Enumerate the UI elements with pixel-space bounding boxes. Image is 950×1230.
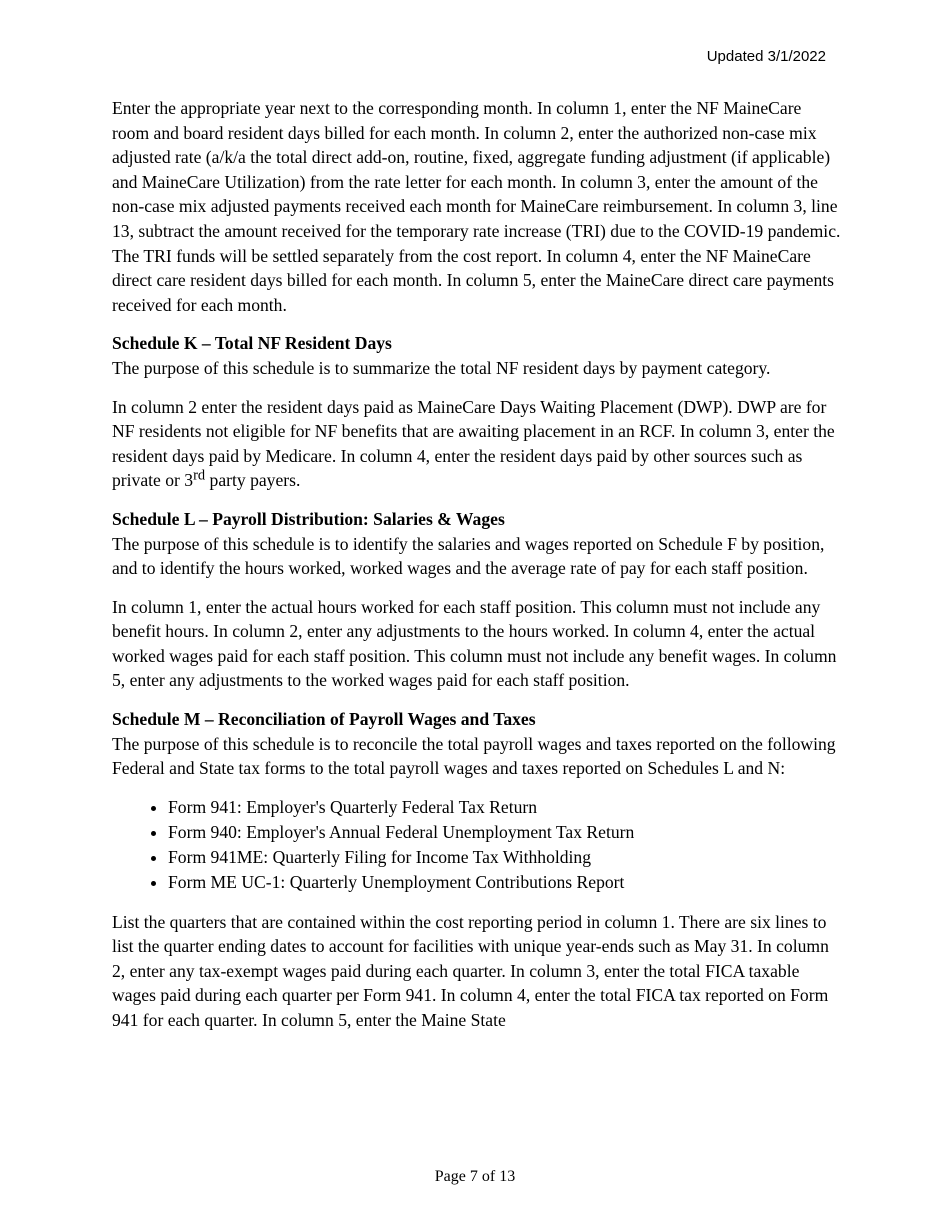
- list-item: • Form ME UC-1: Quarterly Unemployment Contributions Report: [168, 870, 842, 895]
- tax-form-list: [112, 795, 842, 896]
- document-body: [112, 96, 842, 1047]
- schedule-l-heading: Schedule L – Payroll Distribution: Salaries & Wages: [112, 508, 505, 529]
- list-item: • Form 940: Employer's Annual Federal Unemployment Tax Return: [168, 820, 842, 845]
- schedule-m-section: [112, 707, 842, 781]
- schedule-l-instructions: In column 1, enter the actual hours worked for each staff position. This column must not include any benefit hours. In column 2, enter any adjustments to the hours worked. In column 4, enter the actual worked wages paid for each staff position. This column must not include any benefit wages. In column 5, enter any adjustments to the worked wages paid for each staff position.: [112, 596, 837, 691]
- updated-date: Updated 3/1/2022: [706, 48, 826, 65]
- ordinal-superscript: rd: [193, 467, 206, 484]
- schedule-m-heading: Schedule M – Reconciliation of Payroll Wages and Taxes: [112, 709, 536, 730]
- intro-paragraph: Enter the appropriate year next to the corresponding month. In column 1, enter the NF MaineCare room and board resident days billed for each month. In column 2, enter the authorized non-case mix adjusted rate (a/k/a the total direct add-on, routine, fixed, aggregate funding adjustment (if applicable) and MaineCare Utilization) from the rate letter for each month. In column 3, enter the amount of the non-case mix adjusted payments received each month for MaineCare reimbursement. In column 3, line 13, subtract the amount received for the temporary rate increase (TRI) due to the COVID-19 pandemic. The TRI funds will be settled separately from the cost report. In column 4, enter the NF MaineCare direct care resident days billed for each month. In column 5, enter the MaineCare direct care payments received for each month.: [112, 98, 841, 315]
- list-item: • Form 941: Employer's Quarterly Federal Tax Return: [168, 795, 842, 820]
- schedule-l-purpose: The purpose of this schedule is to identify the salaries and wages reported on Schedule F by position, and to identify the hours worked, worked wages and the average rate of pay for each staff position.: [112, 533, 825, 579]
- schedule-k-purpose: The purpose of this schedule is to summarize the total NF resident days by payment category.: [112, 357, 771, 378]
- schedule-m-purpose: The purpose of this schedule is to reconcile the total payroll wages and taxes reported on the following Federal and State tax forms to the total payroll wages and taxes reported on Schedules L and N:: [112, 733, 836, 779]
- schedule-k-section: [112, 331, 842, 380]
- schedule-k-instructions: [112, 395, 842, 493]
- schedule-m-instructions: List the quarters that are contained within the cost reporting period in column 1. There are six lines to list the quarter ending dates to account for facilities with unique year-ends such as May 31. In column 2, enter any tax-exempt wages paid during each quarter. In column 3, enter the total FICA taxable wages paid during each quarter per Form 941. In column 4, enter the total FICA tax reported on Form 941 for each quarter. In column 5, enter the Maine State: [112, 911, 829, 1031]
- schedule-k-text-a: In column 2 enter the resident days paid as MaineCare Days Waiting Placement (DWP). DWP are for NF residents not eligible for NF benefits that are awaiting placement in an RCF. In column 3, enter the resident days paid by Medicare. In column 4, enter the resident days paid by other sources such as private or 3: [112, 396, 835, 491]
- schedule-k-heading: Schedule K – Total NF Resident Days: [112, 333, 392, 354]
- page-number: Page 7 of 13: [434, 1168, 516, 1185]
- schedule-k-text-b: party payers.: [205, 470, 301, 491]
- list-item: • Form 941ME: Quarterly Filing for Income Tax Withholding: [168, 845, 842, 870]
- schedule-l-section: [112, 507, 842, 581]
